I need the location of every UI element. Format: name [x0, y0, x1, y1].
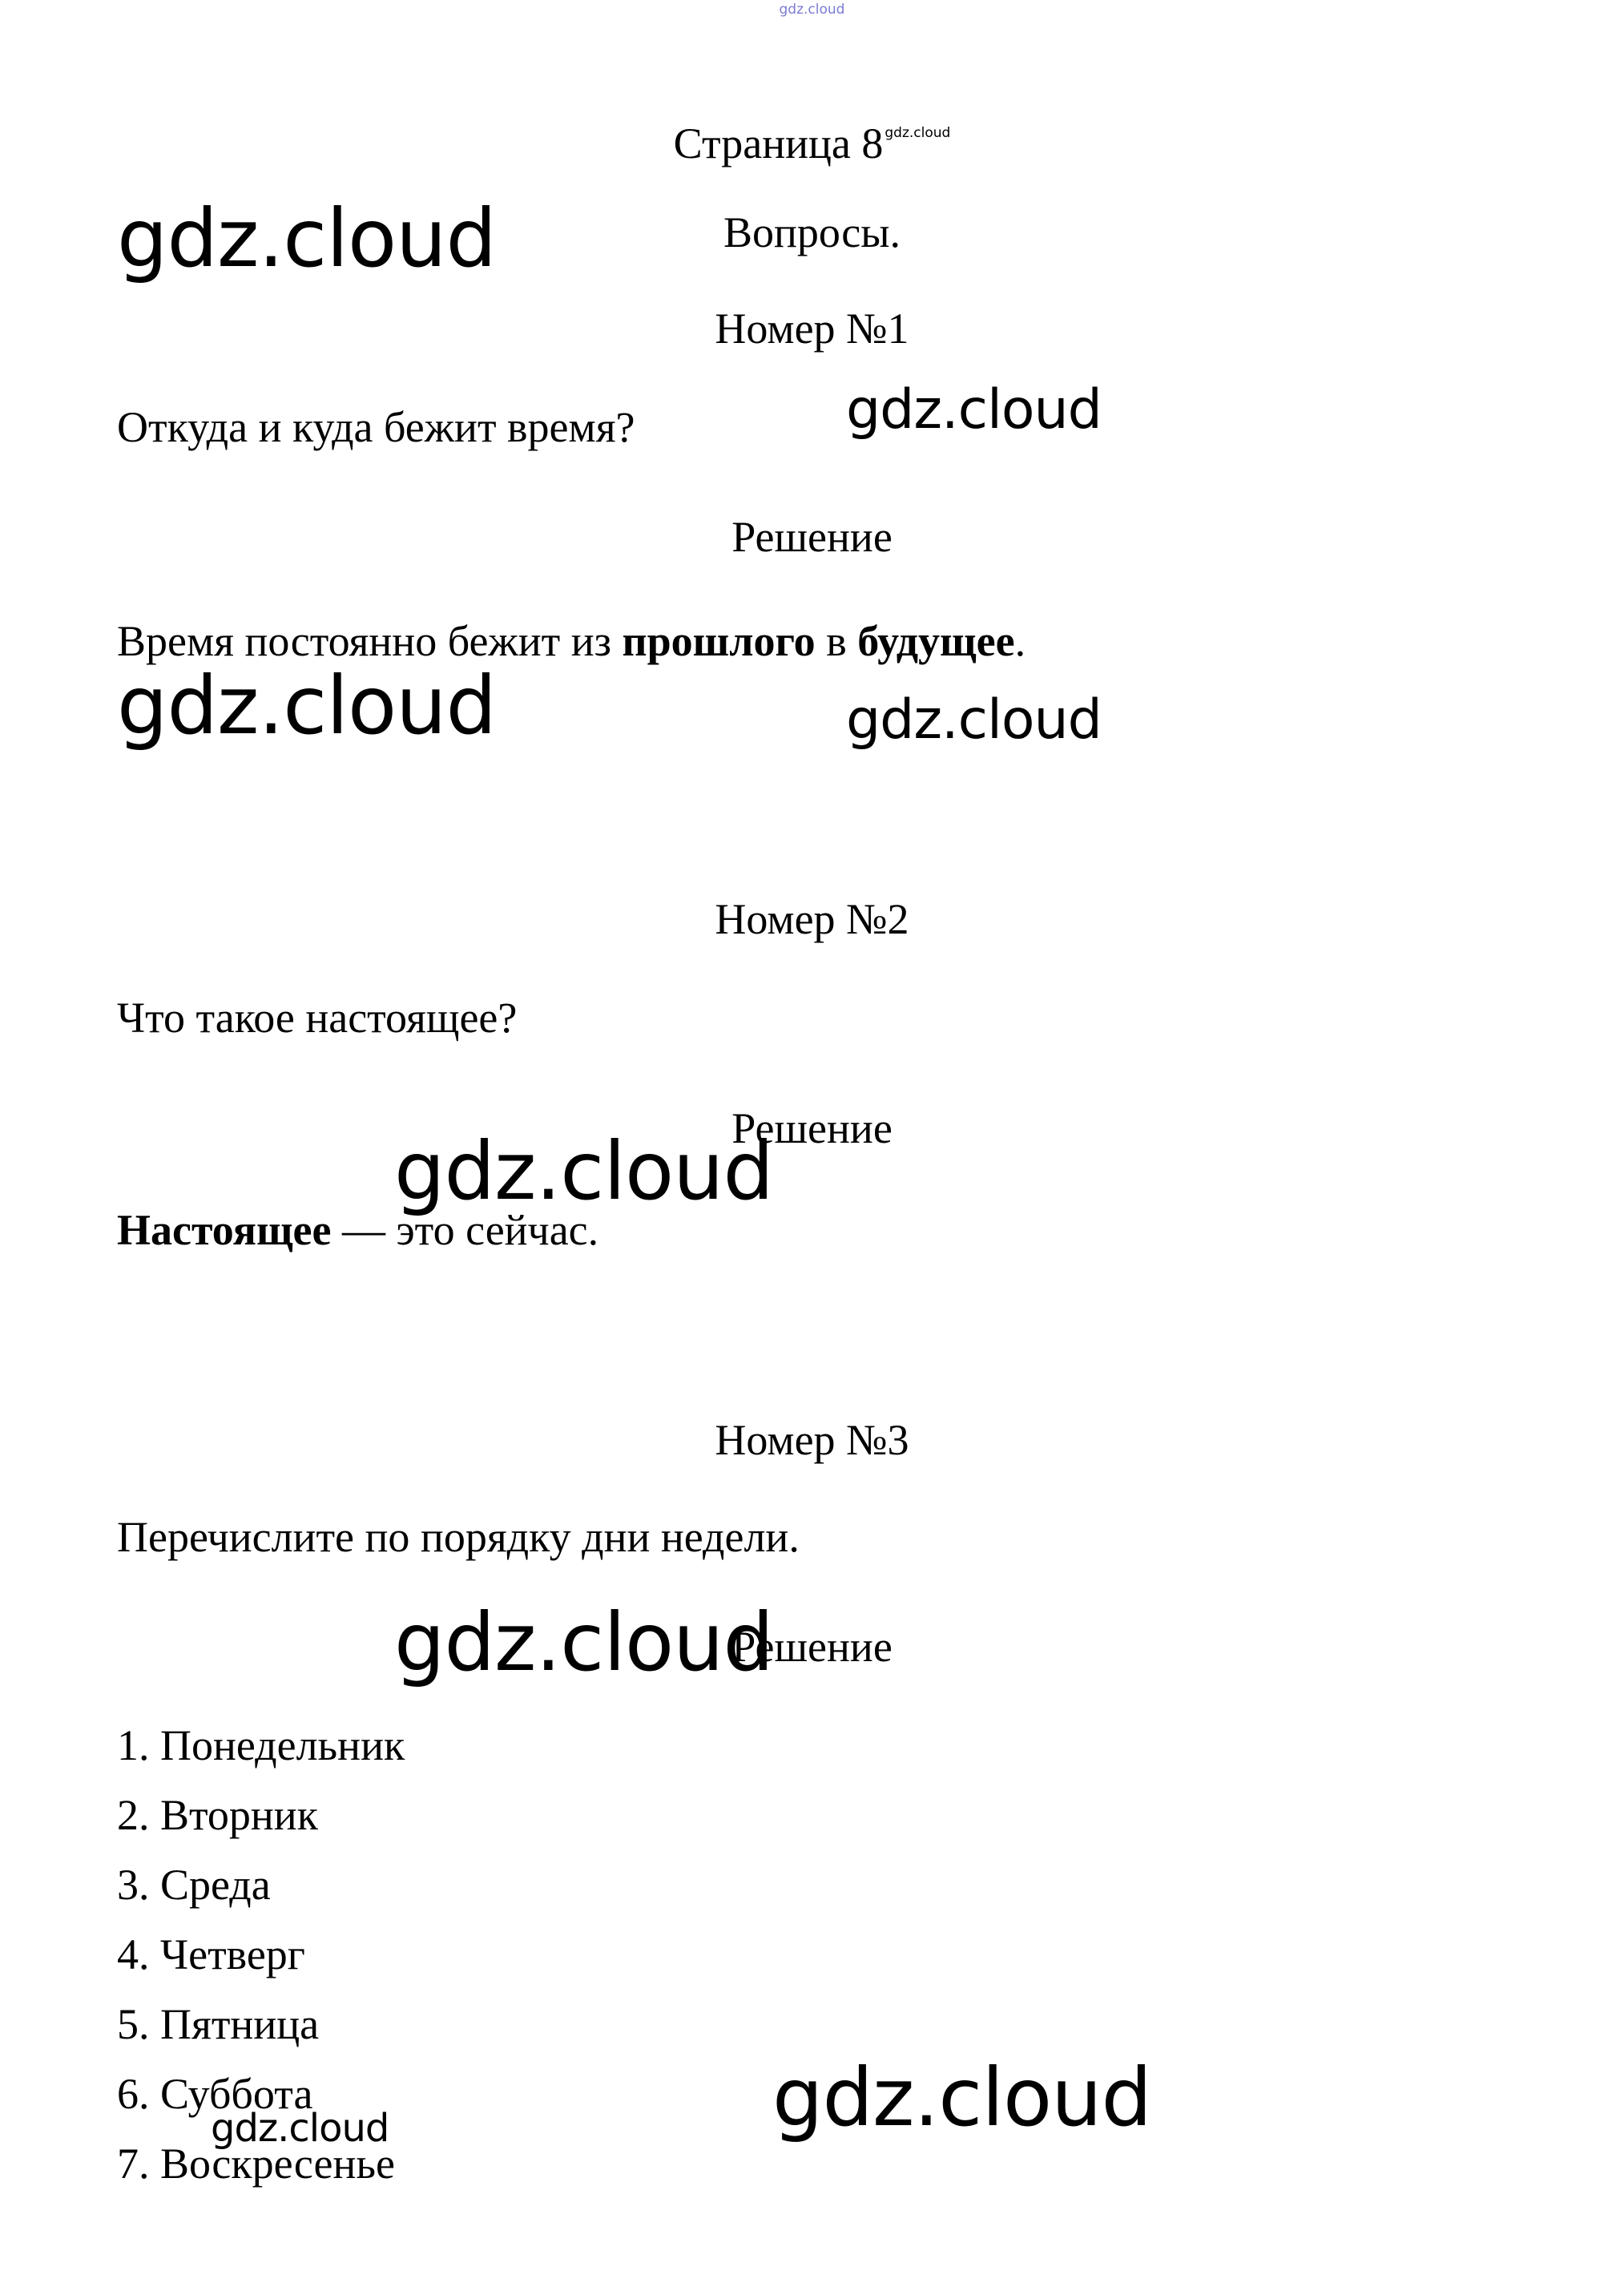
watermark-7: gdz.cloud — [211, 2106, 389, 2151]
q2-question: Что такое настоящее? — [117, 994, 518, 1042]
q1-answer-text-3: . — [1014, 617, 1026, 665]
day-list-item: 3. Среда — [117, 1861, 271, 1909]
section-title: Вопросы. — [723, 208, 901, 256]
day-list-item: 7. Воскресенье — [117, 2140, 395, 2188]
q2-solution-label: Решение — [731, 1104, 893, 1152]
q3-question: Перечислите по порядку дни недели. — [117, 1513, 800, 1561]
q1-heading: Номер №1 — [715, 305, 909, 353]
day-list-item: 4. Четверг — [117, 1930, 305, 1978]
title-watermark: gdz.cloud — [885, 125, 951, 141]
q1-solution-label: Решение — [731, 513, 893, 561]
q1-answer-text-2: в — [815, 617, 858, 665]
top-watermark: gdz.cloud — [779, 2, 845, 18]
day-list-item: 5. Пятница — [117, 2000, 320, 2048]
q3-heading: Номер №3 — [715, 1416, 909, 1464]
day-list-item: 6. Суббота — [117, 2070, 313, 2118]
q2-heading: Номер №2 — [715, 895, 909, 943]
day-list-item: 2. Вторник — [117, 1791, 318, 1839]
watermark-8: gdz.cloud — [772, 2051, 1152, 2144]
q1-question: Откуда и куда бежит время? — [117, 403, 635, 451]
watermark-6: gdz.cloud — [394, 1595, 774, 1689]
q1-answer-bold-past: прошлого — [622, 617, 816, 665]
watermark-4: gdz.cloud — [846, 688, 1102, 752]
watermark-3: gdz.cloud — [117, 659, 497, 752]
q1-answer-text-1: Время постоянно бежит из — [117, 617, 623, 665]
day-list-item: 1. Понедельник — [117, 1721, 405, 1769]
q3-solution-label: Решение — [731, 1623, 893, 1671]
q2-answer — [117, 1204, 598, 1256]
watermark-1: gdz.cloud — [117, 192, 497, 285]
q2-answer-text: — это сейчас. — [331, 1206, 599, 1254]
watermark-5: gdz.cloud — [394, 1124, 774, 1218]
page-title-text: Страница 8 — [673, 119, 884, 167]
q2-answer-bold-present: Настоящее — [117, 1206, 332, 1254]
page-title — [0, 107, 1624, 169]
q1-answer-bold-future: будущее — [857, 617, 1015, 665]
watermark-2: gdz.cloud — [846, 378, 1102, 442]
